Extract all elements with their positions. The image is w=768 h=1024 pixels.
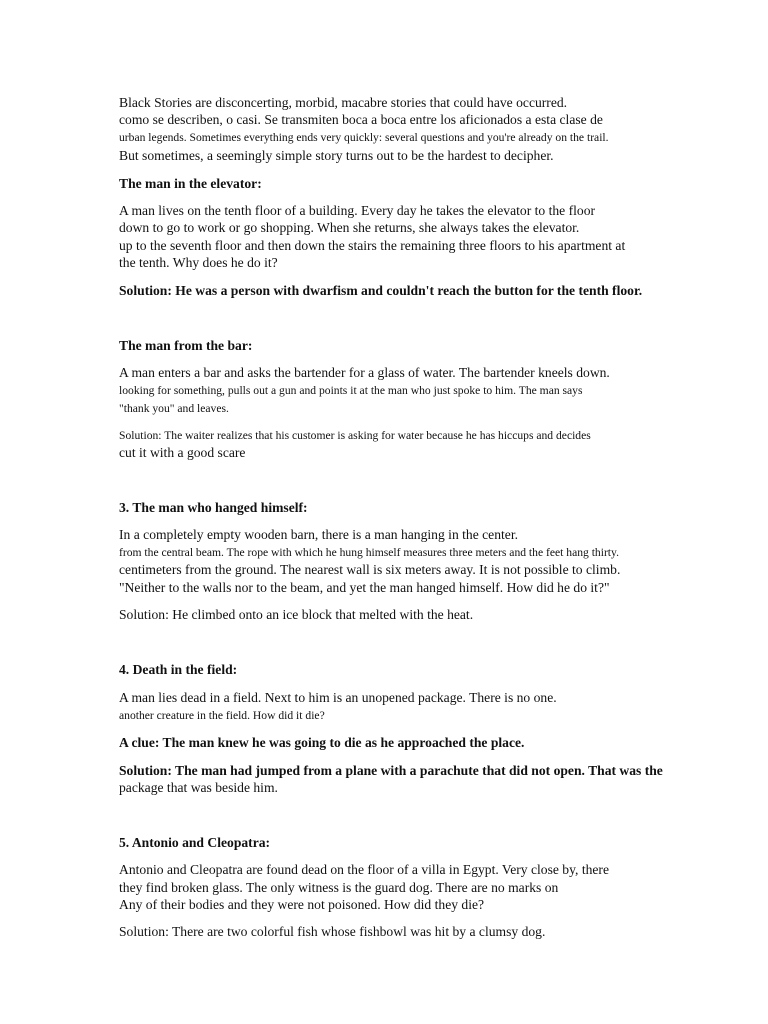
story-solution: Solution: The waiter realizes that his customer is asking for water because he has hiccups and decides — [119, 429, 591, 442]
story-title: The man in the elevator: — [119, 176, 262, 191]
story-line: "Neither to the walls nor to the beam, and yet the man hanged himself. How did he do it?" — [119, 580, 610, 595]
story-line: looking for something, pulls out a gun and points it at the man who just spoke to him. The man says — [119, 384, 583, 397]
intro-line: But sometimes, a seemingly simple story turns out to be the hardest to decipher. — [119, 148, 554, 163]
story-solution: Solution: He climbed onto an ice block that melted with the heat. — [119, 607, 474, 622]
story-line: another creature in the field. How did it die? — [119, 709, 325, 722]
story-title: 4. Death in the field: — [119, 662, 238, 677]
story-line: A man lies dead in a field. Next to him is an unopened package. There is no one. — [119, 690, 557, 705]
story-clue: A clue: The man knew he was going to die as he approached the place. — [119, 735, 525, 750]
story-solution: Solution: There are two colorful fish whose fishbowl was hit by a clumsy dog. — [119, 924, 546, 939]
story-line: Any of their bodies and they were not poisoned. How did they die? — [119, 897, 485, 912]
story-line: down to go to work or go shopping. When she returns, she always takes the elevator. — [119, 220, 580, 235]
story-line: they find broken glass. The only witness is the guard dog. There are no marks on — [119, 880, 559, 895]
story-solution: package that was beside him. — [119, 780, 278, 795]
story-line: up to the seventh floor and then down the stairs the remaining three floors to his apartment at — [119, 238, 626, 253]
story-line: centimeters from the ground. The nearest wall is six meters away. It is not possible to climb. — [119, 562, 621, 577]
story-line: In a completely empty wooden barn, there is a man hanging in the center. — [119, 527, 518, 542]
story-title: 5. Antonio and Cleopatra: — [119, 835, 271, 850]
story-line: A man lives on the tenth floor of a building. Every day he takes the elevator to the floor — [119, 203, 596, 218]
story-solution: Solution: The man had jumped from a plane with a parachute that did not open. That was the — [119, 763, 663, 778]
story-line: A man enters a bar and asks the bartender for a glass of water. The bartender kneels down. — [119, 365, 610, 380]
story-line: the tenth. Why does he do it? — [119, 255, 278, 270]
story-title: 3. The man who hanged himself: — [119, 500, 308, 515]
story-line: "thank you" and leaves. — [119, 402, 229, 415]
intro-line: urban legends. Sometimes everything ends very quickly: several questions and you're already on the trail. — [119, 131, 609, 144]
story-title: The man from the bar: — [119, 338, 253, 353]
story-line: Antonio and Cleopatra are found dead on the floor of a villa in Egypt. Very close by, there — [119, 862, 609, 877]
intro-line: Black Stories are disconcerting, morbid, macabre stories that could have occurred. — [119, 95, 568, 110]
story-solution: Solution: He was a person with dwarfism and couldn't reach the button for the tenth floor. — [119, 283, 643, 298]
story-solution: cut it with a good scare — [119, 445, 246, 460]
intro-line: como se describen, o casi. Se transmiten boca a boca entre los aficionados a esta clase de — [119, 112, 603, 127]
story-line: from the central beam. The rope with which he hung himself measures three meters and the feet hang thirty. — [119, 546, 619, 559]
